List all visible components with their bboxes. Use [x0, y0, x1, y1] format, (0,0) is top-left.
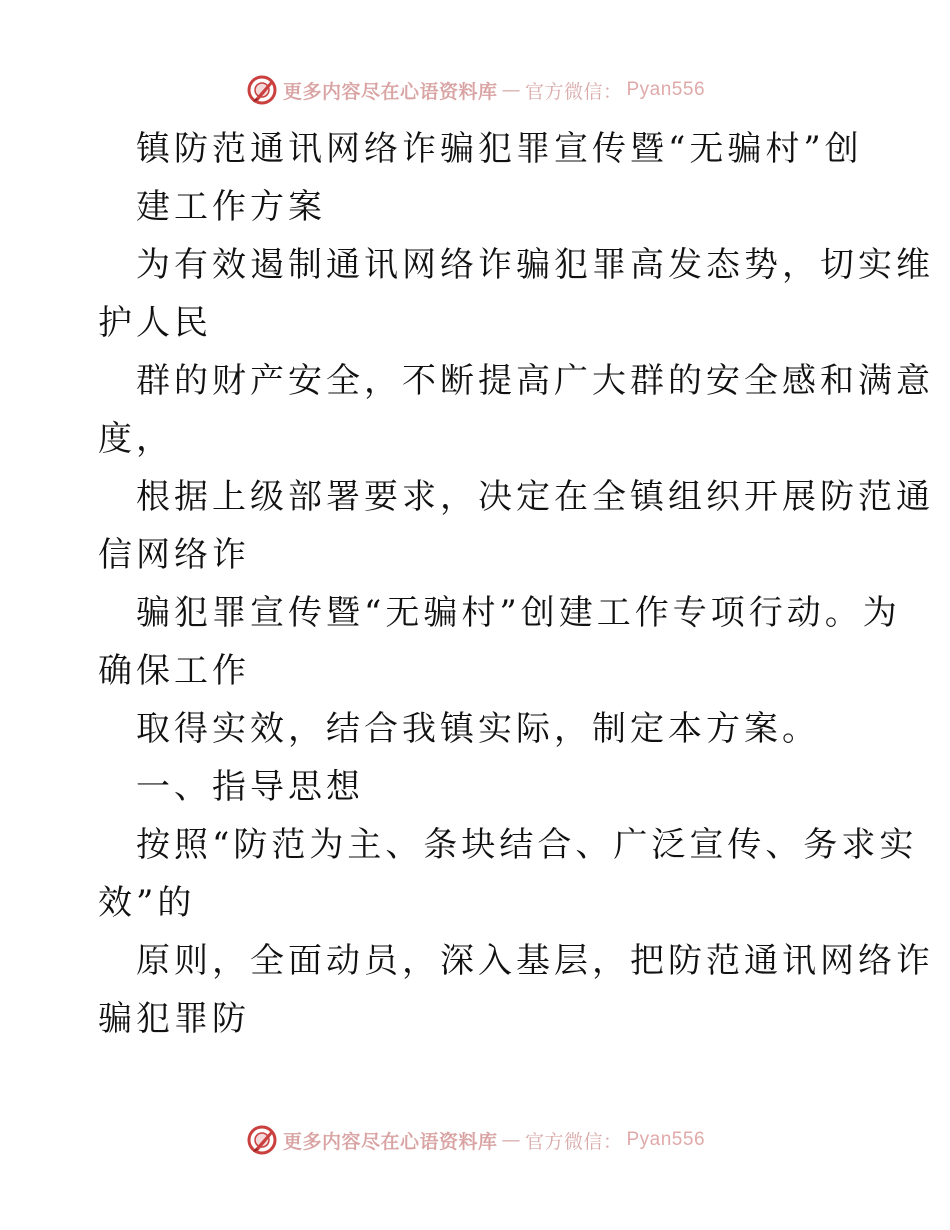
document-body: [98, 120, 934, 1048]
watermark-banner: [245, 73, 705, 107]
doc-line: 为有效遏制通讯网络诈骗犯罪高发态势，切实维: [136, 245, 934, 285]
watermark-separator: —: [501, 79, 521, 101]
doc-line: 护人民: [98, 303, 212, 343]
doc-line: 骗犯罪防: [98, 999, 250, 1039]
red-quill-emblem-icon: [245, 1123, 279, 1157]
watermark-title: 更多内容尽在心语资料库: [282, 1130, 498, 1153]
doc-line: 群的财产安全，不断提高广大群的安全感和满意: [136, 361, 934, 401]
doc-line: 按照“防范为主、条块结合、广泛宣传、务求实: [136, 825, 918, 865]
doc-line: 确保工作: [98, 651, 250, 691]
doc-line: 取得实效，结合我镇实际，制定本方案。: [136, 709, 820, 749]
watermark-banner: [245, 1123, 705, 1157]
doc-line: 建工作方案: [136, 187, 326, 227]
footer-watermark: [0, 1120, 950, 1160]
doc-line: 度，: [98, 419, 174, 459]
doc-line: 原则，全面动员，深入基层，把防范通讯网络诈: [136, 941, 934, 981]
red-quill-emblem-icon: [245, 73, 279, 107]
watermark-label: 官方微信：: [524, 80, 623, 103]
watermark-separator: —: [501, 1129, 521, 1151]
doc-line: 信网络诈: [98, 535, 250, 575]
watermark-title: 更多内容尽在心语资料库: [282, 80, 498, 103]
header-watermark: [0, 70, 950, 110]
doc-line: 效”的: [98, 883, 196, 923]
doc-line: 根据上级部署要求，决定在全镇组织开展防范通: [136, 477, 934, 517]
doc-line: 镇防范通讯网络诈骗犯罪宣传暨“无骗村”创: [136, 129, 863, 169]
watermark-label: 官方微信：: [524, 1130, 623, 1153]
watermark-id: Pyan556: [626, 1129, 706, 1150]
watermark-id: Pyan556: [626, 79, 706, 100]
doc-line: 骗犯罪宣传暨“无骗村”创建工作专项行动。为: [136, 593, 901, 633]
doc-line: 一、指导思想: [136, 767, 364, 807]
